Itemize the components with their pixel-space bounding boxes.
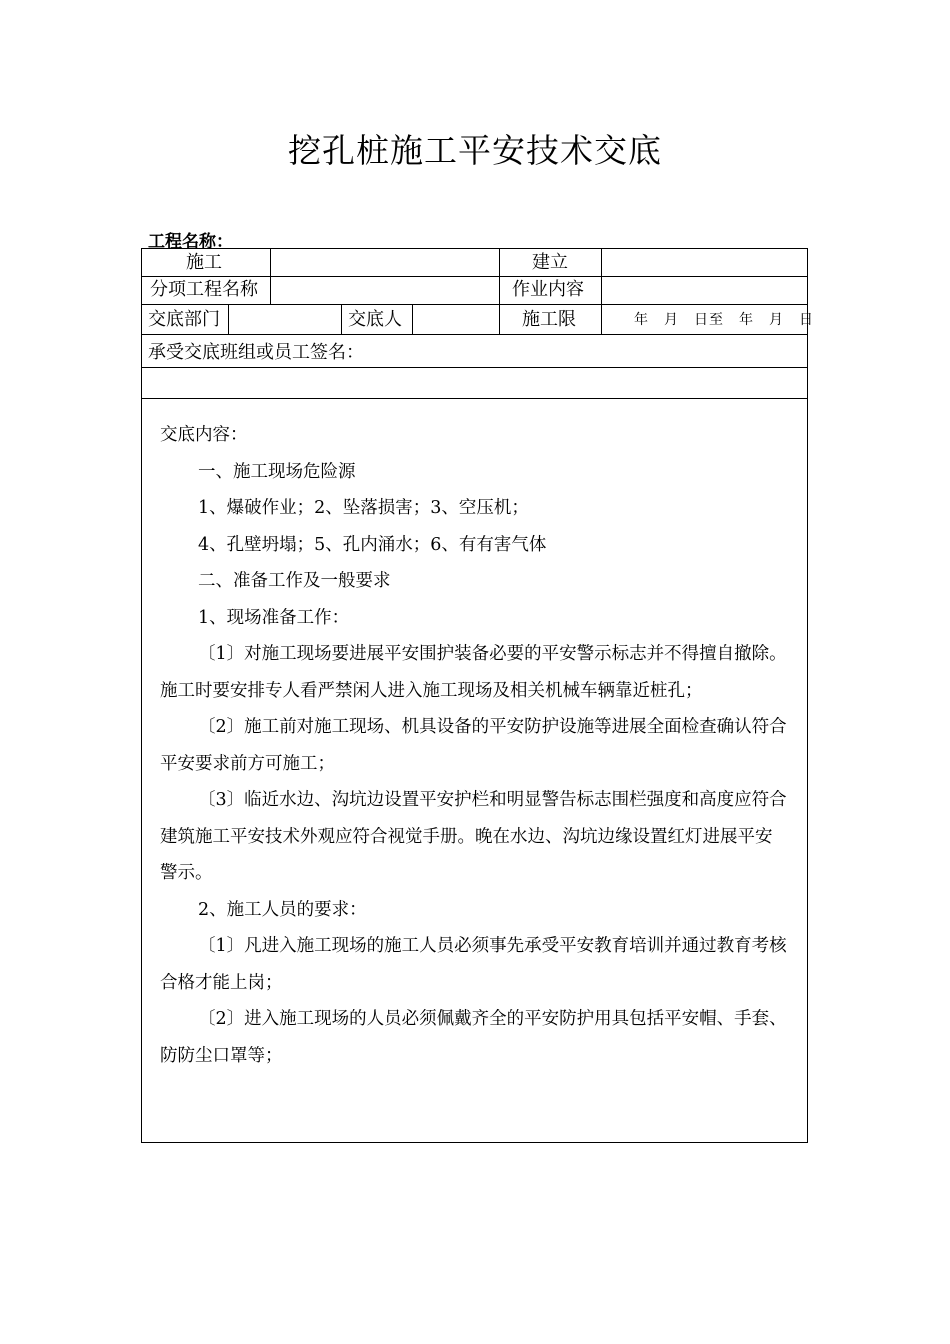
table-divider [270, 249, 271, 304]
table-divider [341, 304, 342, 334]
work-content-value[interactable] [603, 277, 807, 304]
project-name-label: 工程名称： [148, 232, 233, 252]
construction-label: 施工 [186, 252, 222, 273]
table-divider [142, 398, 807, 399]
discloser-label: 交底人 [348, 309, 402, 330]
work-content-label: 作业内容 [512, 279, 584, 300]
content-paragraph: 〔2〕进入施工现场的人员必须佩戴齐全的平安防护用具包括平安帽、手套、防防尘口罩等； [160, 1009, 787, 1066]
signature-area[interactable] [142, 368, 807, 398]
table-divider [601, 249, 602, 334]
table-divider [142, 334, 807, 335]
content-paragraph: 1、爆破作业；2、坠落损害；3、空压机； [198, 498, 529, 518]
construction-period-dates: 年 月 日至 年 月 日 [634, 312, 814, 328]
document-title: 挖孔桩施工平安技术交底 [288, 131, 662, 170]
disclosure-department-label: 交底部门 [148, 309, 220, 330]
sub-project-name-value[interactable] [272, 277, 498, 304]
content-paragraph: 二、准备工作及一般要求 [198, 571, 391, 591]
discloser-value[interactable] [414, 305, 498, 334]
content-paragraph: 2、施工人员的要求： [198, 899, 367, 920]
content-paragraph: 4、孔壁坍塌；5、孔内涌水；6、有有害气体 [198, 534, 547, 555]
establish-value[interactable] [603, 249, 807, 276]
disclosure-department-value[interactable] [230, 305, 340, 334]
establish-label: 建立 [532, 252, 568, 273]
content-paragraph: 一、施工现场危险源 [198, 461, 356, 482]
disclosure-content [160, 417, 788, 1074]
table-divider [228, 304, 229, 334]
content-paragraph: 〔2〕施工前对施工现场、机具设备的平安防护设施等进展全面检查确认符合平安要求前方可施工； [160, 717, 787, 774]
content-paragraph: 〔1〕对施工现场要进展平安围护装备必要的平安警示标志并不得擅自撤除。施工时要安排专人看严禁闲人进入施工现场及相关机械车辆靠近桩孔； [160, 644, 787, 701]
construction-value[interactable] [272, 249, 498, 276]
signature-label: 承受交底班组或员工签名： [148, 342, 364, 363]
disclosure-table [141, 248, 814, 1143]
content-paragraph: 〔1〕凡进入施工现场的施工人员必须事先承受平安教育培训并通过教育考核合格才能上岗； [160, 936, 787, 993]
content-heading: 交底内容： [160, 425, 248, 445]
content-paragraph: 〔3〕临近水边、沟坑边设置平安护栏和明显警告标志围栏强度和高度应符合建筑施工平安技术外观应符合视觉手册。晚在水边、沟坑边缘设置红灯进展平安警示。 [160, 790, 787, 883]
construction-period-label: 施工限 [522, 309, 576, 330]
table-divider [412, 304, 413, 334]
table-divider [499, 249, 500, 334]
sub-project-name-label: 分项工程名称 [150, 279, 258, 300]
content-paragraph: 1、现场准备工作： [198, 607, 350, 628]
